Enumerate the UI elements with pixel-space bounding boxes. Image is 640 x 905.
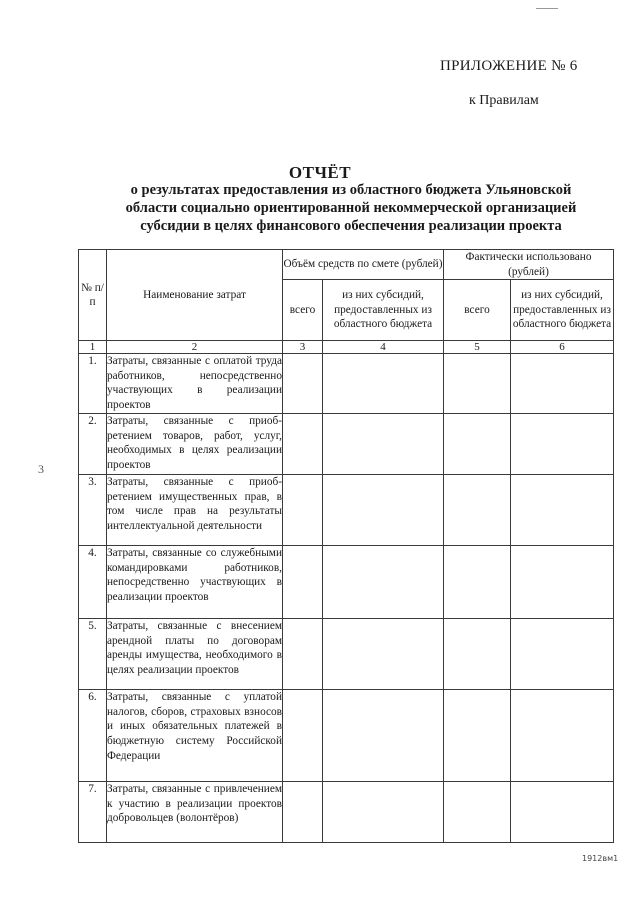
header-actual-total: всего: [444, 280, 511, 341]
actual-subsidy-cell: [511, 782, 614, 843]
actual-subsidy-cell: [511, 354, 614, 414]
actual-subsidy-cell: [511, 414, 614, 475]
expense-report-table: [78, 249, 614, 843]
actual-total-cell: [444, 690, 511, 782]
row-number: 7.: [79, 782, 107, 843]
table-row: [79, 475, 614, 546]
table-row: [79, 354, 614, 414]
table-row: [79, 414, 614, 475]
table-row: [79, 690, 614, 782]
planned-total-cell: [283, 475, 323, 546]
actual-subsidy-cell: [511, 690, 614, 782]
planned-total-cell: [283, 354, 323, 414]
subtitle-line: субсидии в целях финансового обеспечения реализации проекта: [140, 218, 562, 234]
column-number: 4: [323, 341, 444, 354]
row-number: 6.: [79, 690, 107, 782]
planned-subsidy-cell: [323, 546, 444, 619]
column-number: 1: [79, 341, 107, 354]
expense-name: Затраты, связанные с оплатой труда работников, непосредственно участвующих в реализации проектов: [107, 354, 283, 414]
header-num: № п/п: [79, 250, 107, 341]
expense-name: Затраты, связанные с привлечением к участию в реализации проектов добровольцев (волонтёров): [107, 782, 283, 843]
table-row: [79, 782, 614, 843]
actual-total-cell: [444, 782, 511, 843]
table-row: [79, 619, 614, 690]
actual-subsidy-cell: [511, 475, 614, 546]
expense-name: Затраты, связанные с приобретением товаров, работ, услуг, необходимых в целях реализации проектов: [107, 414, 283, 475]
column-number: 5: [444, 341, 511, 354]
actual-total-cell: [444, 475, 511, 546]
actual-total-cell: [444, 414, 511, 475]
report-subtitle: [86, 181, 616, 235]
planned-subsidy-cell: [323, 619, 444, 690]
expense-name: Затраты, связанные с уплатой налогов, сборов, страховых взносов и иных обязательных платежей в бюджетную систему Российской Федерации: [107, 690, 283, 782]
planned-subsidy-cell: [323, 475, 444, 546]
planned-total-cell: [283, 782, 323, 843]
subtitle-line: о результатах предоставления из областного бюджета Ульяновской: [130, 182, 572, 198]
margin-mark: 3: [38, 462, 44, 476]
subtitle-line: области социально ориентированной некоммерческой организацией: [125, 200, 577, 216]
expense-name: Затраты, связанные со служебными командировками работников, непосредственно участвующих в реализации проектов: [107, 546, 283, 619]
planned-subsidy-cell: [323, 782, 444, 843]
column-number: 3: [283, 341, 323, 354]
column-number: 2: [107, 341, 283, 354]
document-code: 1912вм1: [582, 854, 619, 863]
header-planned-subsidy: из них субсидий, предоставленных из областного бюджета: [323, 280, 444, 341]
header-actual-used: Фактически использовано (рублей): [444, 250, 614, 280]
row-number: 1.: [79, 354, 107, 414]
header-planned-total: всего: [283, 280, 323, 341]
report-title: ОТЧЁТ: [288, 163, 352, 182]
planned-total-cell: [283, 546, 323, 619]
planned-total-cell: [283, 414, 323, 475]
scan-artifact: [536, 8, 558, 9]
expense-name: Затраты, связанные с приобретением имущественных прав, в том числе прав на результаты интеллектуальной деятельности: [107, 475, 283, 546]
actual-total-cell: [444, 354, 511, 414]
column-number-row: [79, 341, 614, 354]
appendix-label: ПРИЛОЖЕНИЕ № 6: [440, 58, 578, 74]
planned-total-cell: [283, 619, 323, 690]
actual-subsidy-cell: [511, 546, 614, 619]
to-rules-label: к Правилам: [469, 93, 539, 108]
header-actual-subsidy: из них субсидий, предоставленных из областного бюджета: [511, 280, 614, 341]
row-number: 5.: [79, 619, 107, 690]
header-expense-name: Наименование затрат: [107, 250, 283, 341]
row-number: 4.: [79, 546, 107, 619]
actual-total-cell: [444, 546, 511, 619]
column-number: 6: [511, 341, 614, 354]
header-planned-funds: Объём средств по смете (рублей): [283, 250, 444, 280]
planned-total-cell: [283, 690, 323, 782]
expense-name: Затраты, связанные с внесением арендной платы по договорам аренды имущества, необходимого в целях реализации проектов: [107, 619, 283, 690]
planned-subsidy-cell: [323, 690, 444, 782]
row-number: 2.: [79, 414, 107, 475]
table-row: [79, 546, 614, 619]
planned-subsidy-cell: [323, 354, 444, 414]
actual-subsidy-cell: [511, 619, 614, 690]
actual-total-cell: [444, 619, 511, 690]
planned-subsidy-cell: [323, 414, 444, 475]
row-number: 3.: [79, 475, 107, 546]
